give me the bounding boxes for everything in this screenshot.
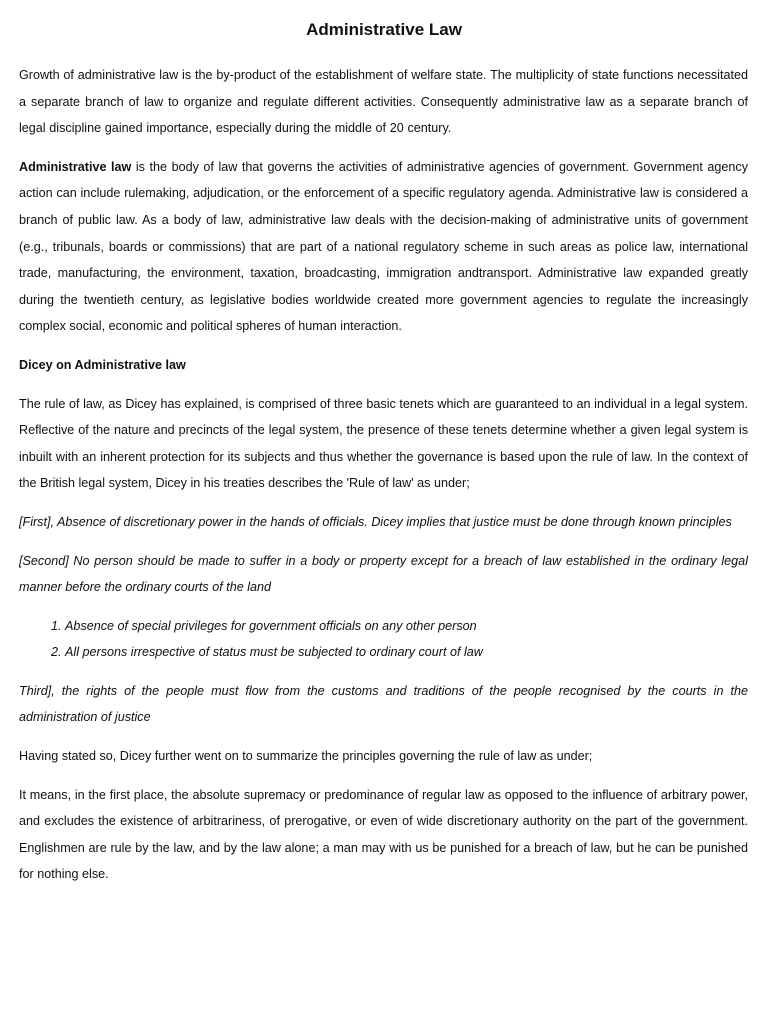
paragraph-second-tenet: [Second] No person should be made to suffer in a body or property except for a breach of law established in the ordinary legal manner before the ordinary courts of the land (19, 553, 748, 595)
definition-text: is the body of law that governs the activities of administrative agencies of government. Government agency action can include rulemaking, adjudication, or the enforcement of a specific regulatory agenda. Administrative law is considered a branch of public law. As a body of law, administrative law deals with the decision-making of administrative units of government (e.g., tribunals, boards or commissions) that are part of a national regulatory scheme in such areas as police law, international trade, manufacturing, the environment, taxation, broadcasting, immigration andtransport. Administrative law expanded greatly during the twentieth century, as legislative bodies worldwide created more government agencies to regulate the increasingly complex social, economic and political spheres of human interaction. (19, 159, 748, 334)
list-item: 2. All persons irrespective of status must be subjected to ordinary court of law (65, 639, 748, 666)
section-heading-dicey: Dicey on Administrative law (19, 357, 186, 372)
definition-lead-term: Administrative law (19, 159, 132, 174)
paragraph-summary: Having stated so, Dicey further went on to summarize the principles governing the rule of law as under; (19, 749, 593, 764)
paragraph-growth: Growth of administrative law is the by-product of the establishment of welfare state. The multiplicity of state functions necessitated a separate branch of law to organize and regulate different activities. Consequently administrative law as a separate branch of legal discipline gained importance, especially during the middle of 20 century. (19, 68, 748, 136)
paragraph-third-tenet: Third], the rights of the people must flow from the customs and traditions of the people recognised by the courts in the administration of justice (19, 683, 748, 725)
tenet-list (19, 613, 748, 666)
paragraph-rule-of-law: The rule of law, as Dicey has explained, is comprised of three basic tenets which are guaranteed to an individual in a legal system. Reflective of the nature and precincts of the legal system, the presence of these tenets determine whether a given legal system is inbuilt with an inherent protection for its subjects and thus whether the governance is based upon the rule of law. In the context of the British legal system, Dicey in his treaties describes the 'Rule of law' as under; (19, 396, 748, 491)
paragraph-definition (19, 154, 748, 340)
list-item: 1. Absence of special privileges for government officials on any other person (65, 613, 748, 640)
page-title: Administrative Law (306, 20, 462, 39)
paragraph-first-tenet: [First], Absence of discretionary power in the hands of officials. Dicey implies that justice must be done through known principles (19, 514, 732, 529)
paragraph-supremacy: It means, in the first place, the absolute supremacy or predominance of regular law as opposed to the influence of arbitrary power, and excludes the existence of arbitrariness, of prerogative, or even of wide discretionary authority on the part of the government. Englishmen are rule by the law, and by the law alone; a man may with us be punished for a breach of law, but he can be punished for nothing else. (19, 787, 748, 882)
document-body (19, 62, 748, 900)
